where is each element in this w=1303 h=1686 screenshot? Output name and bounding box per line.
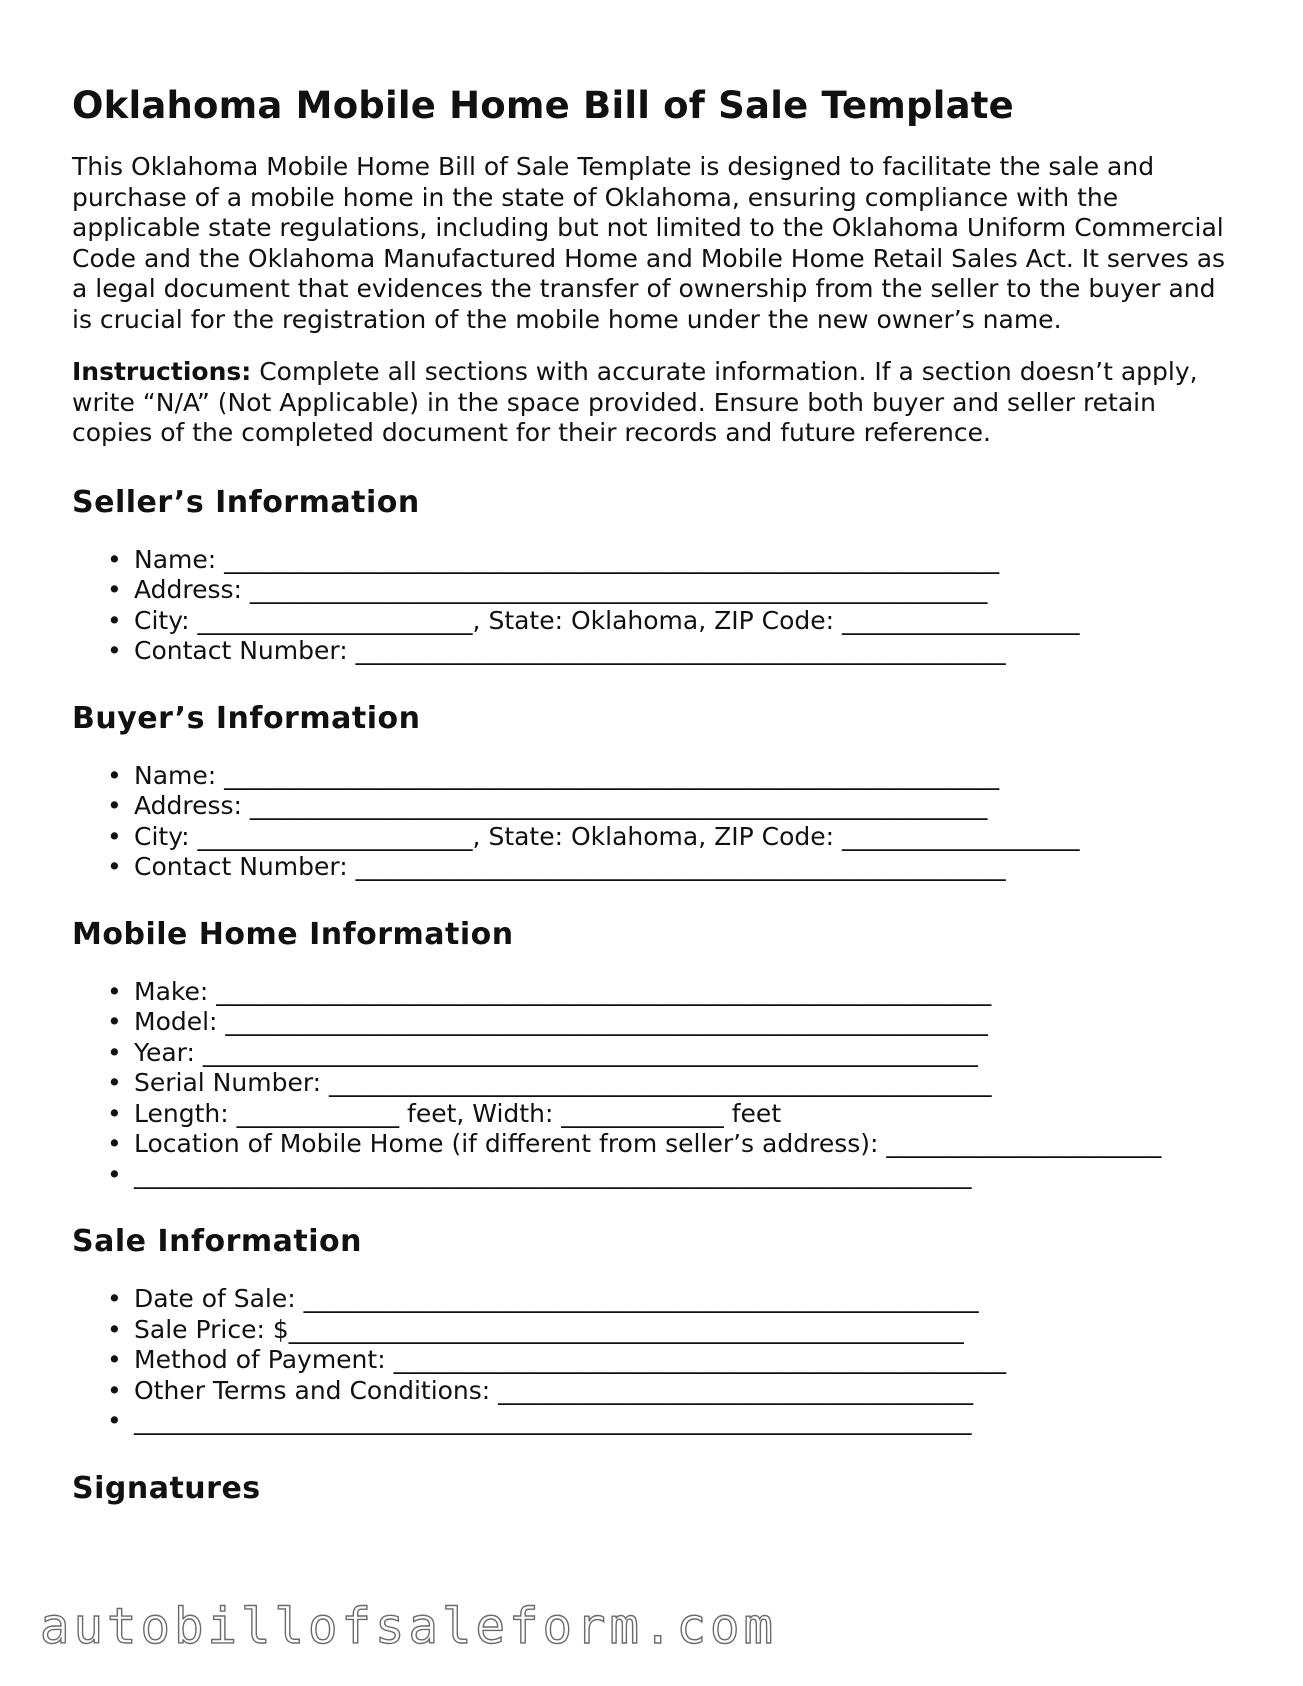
bullet: • (107, 791, 122, 820)
bullet: • (107, 1098, 122, 1128)
location-continued-field[interactable]: ___________________________________________________________________ (134, 1159, 972, 1189)
instructions-text: Complete all sections with accurate information. If a section doesn’t apply, write “N/A” (Not Applicable) in the space provided. Ensure both buyer and seller retain copies of the completed document for their records and future reference. (72, 357, 1198, 447)
seller-address-field[interactable]: Address: ___________________________________________________________ (134, 575, 988, 604)
sale-price-field[interactable]: Sale Price: $______________________________________________________ (134, 1314, 964, 1344)
bullet: • (107, 760, 122, 790)
buyer-city-state-zip-field[interactable]: City: ______________________, State: Oklahoma, ZIP Code: ___________________ (134, 821, 1080, 851)
bullet: • (107, 821, 122, 851)
serial-number-field[interactable]: Serial Number: _____________________________________________________ (134, 1068, 992, 1097)
list-item[interactable] (72, 1038, 1242, 1069)
list-item[interactable] (72, 822, 1242, 853)
signatures-heading: Signatures (72, 1470, 261, 1506)
mobile-home-heading: Mobile Home Information (72, 916, 514, 952)
bullet: • (107, 1345, 122, 1374)
payment-method-field[interactable]: Method of Payment: _________________________________________________ (134, 1345, 1007, 1374)
buyer-address-field[interactable]: Address: ___________________________________________________________ (134, 791, 988, 820)
list-item[interactable] (72, 1099, 1242, 1130)
bullet: • (107, 1375, 122, 1405)
seller-name-field[interactable]: Name: ______________________________________________________________ (134, 544, 1000, 574)
year-field[interactable]: Year: ______________________________________________________________ (134, 1037, 978, 1067)
instructions-paragraph (72, 357, 1242, 449)
sale-heading: Sale Information (72, 1224, 362, 1259)
list-item[interactable] (72, 761, 1242, 792)
bullet: • (107, 1007, 122, 1036)
buyer-heading: Buyer’s Information (72, 700, 421, 736)
bullet: • (107, 1406, 122, 1435)
bullet: • (107, 1314, 122, 1344)
bullet: • (107, 852, 122, 881)
bullet: • (107, 1159, 122, 1189)
list-item[interactable] (72, 1068, 1242, 1099)
list-item[interactable] (72, 1376, 1242, 1407)
bullet: • (107, 976, 122, 1006)
bullet: • (107, 1284, 122, 1313)
bullet: • (107, 575, 122, 604)
date-of-sale-field[interactable]: Date of Sale: ______________________________________________________ (134, 1284, 979, 1313)
bullet: • (107, 544, 122, 574)
sale-fields (72, 1284, 1242, 1437)
dimensions-field[interactable]: Length: _____________ feet, Width: _____________ feet (134, 1098, 782, 1128)
document-page (72, 84, 1242, 1531)
seller-city-state-zip-field[interactable]: City: ______________________, State: Oklahoma, ZIP Code: ___________________ (134, 605, 1080, 635)
watermark-text: autobillofsaleform.com (40, 1598, 778, 1655)
other-terms-continued-field[interactable]: ___________________________________________________________________ (134, 1406, 972, 1435)
list-item[interactable] (72, 606, 1242, 637)
list-item[interactable] (72, 977, 1242, 1008)
list-item[interactable] (72, 545, 1242, 576)
buyer-name-field[interactable]: Name: ______________________________________________________________ (134, 760, 1000, 790)
list-item[interactable] (72, 852, 1242, 883)
bullet: • (107, 1037, 122, 1067)
document-title: Oklahoma Mobile Home Bill of Sale Template (72, 84, 1014, 127)
list-item[interactable] (72, 575, 1242, 606)
list-item[interactable] (72, 1007, 1242, 1038)
instructions-label: Instructions: (72, 357, 252, 386)
list-item[interactable] (72, 1129, 1242, 1160)
model-field[interactable]: Model: _____________________________________________________________ (134, 1007, 988, 1036)
mobile-home-fields (72, 977, 1242, 1191)
list-item[interactable] (72, 791, 1242, 822)
seller-heading: Seller’s Information (72, 484, 420, 520)
list-item[interactable] (72, 1160, 1242, 1191)
buyer-contact-field[interactable]: Contact Number: ____________________________________________________ (134, 852, 1006, 881)
seller-contact-field[interactable]: Contact Number: ____________________________________________________ (134, 636, 1006, 665)
bullet: • (107, 1068, 122, 1097)
list-item[interactable] (72, 1406, 1242, 1437)
make-field[interactable]: Make: ______________________________________________________________ (134, 976, 992, 1006)
intro-paragraph: This Oklahoma Mobile Home Bill of Sale Template is designed to facilitate the sale and purchase of a mobile home in the state of Oklahoma, ensuring compliance with the applicable state regulations, including but not limited to the Oklahoma Uniform Commercial Code and the Oklahoma Manufactured Home and Mobile Home Retail Sales Act. It serves as a legal document that evidences the transfer of ownership from the seller to the buyer and is crucial for the registration of the mobile home under the new owner’s name. (72, 152, 1226, 334)
list-item[interactable] (72, 636, 1242, 667)
buyer-fields (72, 761, 1242, 883)
list-item[interactable] (72, 1284, 1242, 1315)
bullet: • (107, 636, 122, 665)
location-field[interactable]: Location of Mobile Home (if different from seller’s address): ______________________ (134, 1129, 1162, 1158)
list-item[interactable] (72, 1345, 1242, 1376)
other-terms-field[interactable]: Other Terms and Conditions: ______________________________________ (134, 1375, 974, 1405)
list-item[interactable] (72, 1315, 1242, 1346)
bullet: • (107, 605, 122, 635)
seller-fields (72, 545, 1242, 667)
bullet: • (107, 1129, 122, 1158)
